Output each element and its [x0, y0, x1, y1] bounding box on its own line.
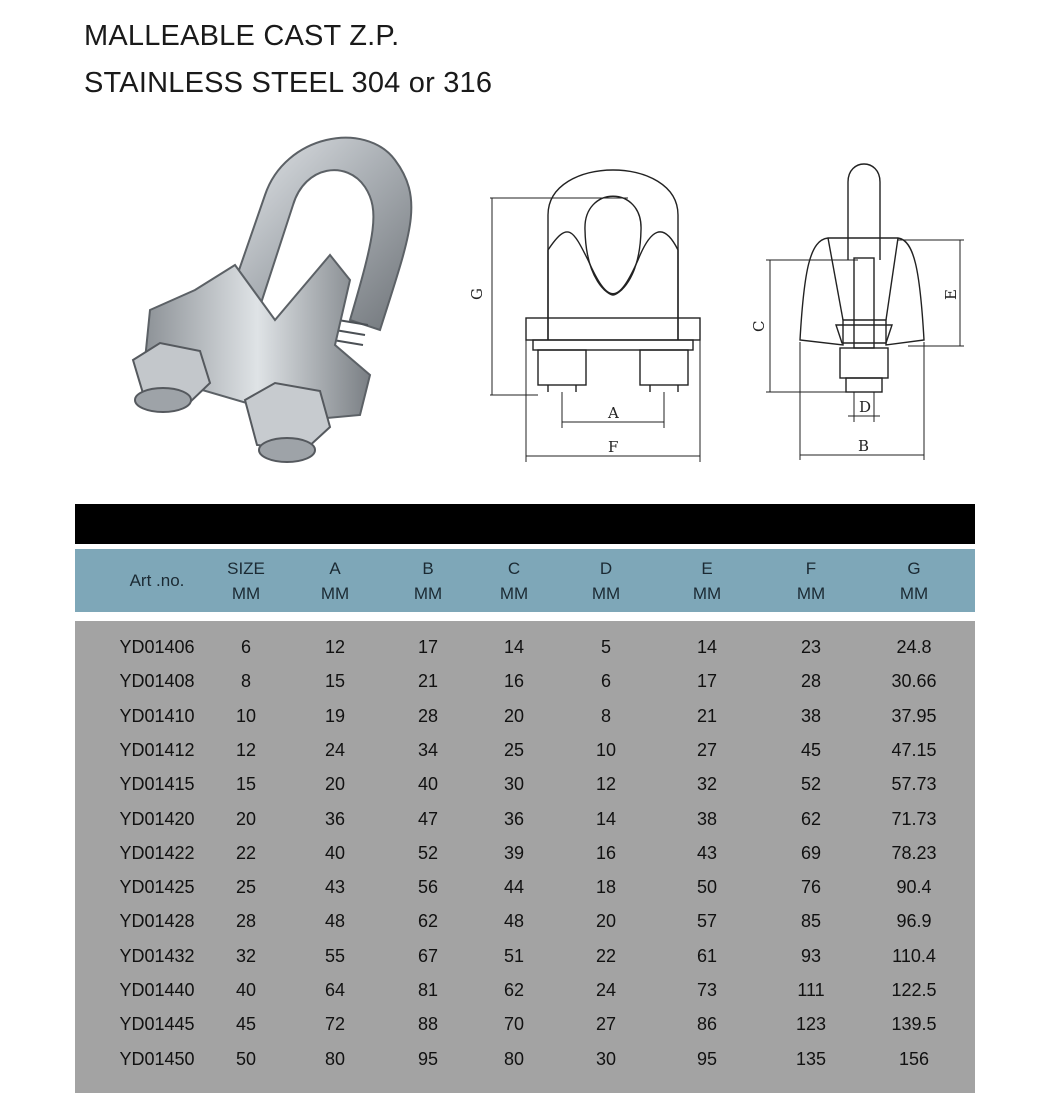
table-row [75, 870, 975, 904]
header-cell [500, 549, 528, 612]
front-view-diagram [468, 160, 718, 465]
label-C: C [750, 320, 768, 332]
table-cell: 24 [324, 739, 346, 760]
table-cell: 22 [235, 842, 257, 863]
table-cell: 72 [324, 1014, 346, 1035]
table-cell: 88 [417, 1014, 439, 1035]
title-line-1: MALLEABLE CAST Z.P. [84, 20, 400, 52]
table-cell: 27 [595, 1014, 617, 1035]
header-unit: MM [796, 583, 826, 603]
table-header [75, 549, 975, 612]
table-cell: 20 [503, 705, 525, 726]
label-F: F [608, 438, 619, 456]
table-cell: 52 [800, 774, 822, 795]
table-row [75, 1042, 975, 1076]
table-cell: 64 [324, 980, 346, 1000]
header-label: Art .no. [129, 571, 185, 590]
table-cell: 10 [595, 739, 617, 760]
label-B: B [858, 437, 870, 455]
table-cell: 17 [696, 671, 718, 692]
table-cell: 43 [696, 842, 718, 863]
table-row [75, 973, 975, 1007]
table-cell: 56 [417, 877, 439, 898]
art-no-cell: YD01445 [119, 1014, 195, 1035]
table-cell: 96.9 [896, 911, 932, 932]
table-cell: 14 [503, 637, 525, 657]
table-row [75, 699, 975, 733]
table-cell: 45 [235, 1014, 257, 1035]
table-cell: 14 [696, 637, 718, 657]
header-cell [130, 549, 185, 612]
table-cell: 25 [235, 877, 257, 898]
table-cell: 50 [235, 1048, 257, 1069]
table-cell: 15 [235, 774, 257, 795]
table-cell: 78.23 [891, 842, 937, 863]
header-label: E [701, 558, 713, 578]
label-G: G [468, 288, 486, 300]
table-row [75, 904, 975, 938]
table-cell: 10 [235, 705, 257, 726]
table-row [75, 802, 975, 836]
table-cell: 61 [696, 945, 718, 966]
header-unit: MM [413, 583, 443, 603]
table-cell: 22 [595, 945, 617, 966]
art-no-cell: YD01450 [119, 1048, 195, 1069]
table-cell: 36 [324, 808, 346, 829]
table-row [75, 664, 975, 698]
table-cell: 34 [417, 739, 439, 760]
art-no-cell: YD01408 [119, 671, 195, 692]
table-cell: 47 [417, 808, 439, 829]
table-cell: 48 [324, 911, 346, 932]
header-cell [592, 549, 620, 612]
table-cell: 39 [503, 842, 525, 863]
side-view-diagram [748, 160, 970, 465]
table-cell: 80 [503, 1048, 525, 1069]
table-cell: 67 [417, 945, 439, 966]
table-cell: 24.8 [896, 637, 932, 657]
label-E: E [942, 289, 960, 300]
header-cell [321, 549, 349, 612]
table-cell: 17 [417, 637, 439, 657]
table-cell: 28 [235, 911, 257, 932]
table-cell: 69 [800, 842, 822, 863]
table-cell: 30 [595, 1048, 617, 1069]
table-cell: 5 [600, 637, 612, 657]
art-no-cell: YD01428 [119, 911, 195, 932]
header-unit: MM [899, 583, 929, 603]
header-label: SIZE [227, 558, 265, 578]
table-cell: 135 [795, 1048, 827, 1069]
header-label: G [907, 558, 921, 578]
table-cell: 37.95 [891, 705, 937, 726]
table-cell: 123 [795, 1014, 827, 1035]
table-cell: 23 [800, 637, 822, 657]
table-cell: 12 [595, 774, 617, 795]
art-no-cell: YD01425 [119, 877, 195, 898]
table-cell: 80 [324, 1048, 346, 1069]
table-cell: 16 [503, 671, 525, 692]
art-no-cell: YD01412 [119, 739, 195, 760]
header-cell [797, 549, 825, 612]
table-cell: 25 [503, 739, 525, 760]
table-cell: 73 [696, 980, 718, 1000]
table-cell: 81 [417, 980, 439, 1000]
table-cell: 95 [417, 1048, 439, 1069]
header-cell [227, 549, 265, 612]
table-row [75, 630, 975, 664]
header-label: A [329, 558, 341, 578]
table-cell: 38 [800, 705, 822, 726]
table-cell: 43 [324, 877, 346, 898]
title-line-2: STAINLESS STEEL 304 or 316 [84, 67, 493, 99]
table-cell: 21 [417, 671, 439, 692]
table-cell: 28 [417, 705, 439, 726]
table-cell: 20 [595, 911, 617, 932]
table-cell: 156 [898, 1048, 930, 1069]
table-cell: 51 [503, 945, 525, 966]
table-cell: 55 [324, 945, 346, 966]
table-cell: 12 [324, 637, 346, 657]
art-no-cell: YD01432 [119, 945, 195, 966]
table-cell: 32 [696, 774, 718, 795]
table-cell: 28 [800, 671, 822, 692]
table-cell: 8 [600, 705, 612, 726]
table-cell: 50 [696, 877, 718, 898]
table-cell: 27 [696, 739, 718, 760]
table-cell: 57 [696, 911, 718, 932]
table-row [75, 1007, 975, 1041]
table-cell: 85 [800, 911, 822, 932]
header-unit: MM [231, 583, 261, 603]
table-cell: 93 [800, 945, 822, 966]
art-no-cell: YD01440 [119, 980, 195, 1000]
art-no-cell: YD01420 [119, 808, 195, 829]
table-body [75, 621, 975, 1093]
table-row [75, 767, 975, 801]
table-cell: 62 [417, 911, 439, 932]
table-cell: 44 [503, 877, 525, 898]
table-row [75, 836, 975, 870]
art-no-cell: YD01410 [119, 705, 195, 726]
table-cell: 45 [800, 739, 822, 760]
table-cell: 18 [595, 877, 617, 898]
header-label: C [507, 558, 521, 578]
table-cell: 90.4 [896, 877, 932, 898]
table-cell: 40 [324, 842, 346, 863]
table-cell: 8 [240, 671, 252, 692]
header-label: D [599, 558, 613, 578]
table-cell: 139.5 [891, 1014, 937, 1035]
header-cell [693, 549, 721, 612]
table-cell: 36 [503, 808, 525, 829]
table-cell: 16 [595, 842, 617, 863]
table-cell: 71.73 [891, 808, 937, 829]
header-cell [414, 549, 442, 612]
table-cell: 24 [595, 980, 617, 1000]
table-cell: 32 [235, 945, 257, 966]
header-cell [900, 549, 928, 612]
table-cell: 6 [600, 671, 612, 692]
table-cell: 76 [800, 877, 822, 898]
table-cell: 70 [503, 1014, 525, 1035]
table-cell: 12 [235, 739, 257, 760]
art-no-cell: YD01406 [119, 637, 195, 657]
table-cell: 30.66 [891, 671, 937, 692]
table-cell: 52 [417, 842, 439, 863]
table-cell: 95 [696, 1048, 718, 1069]
table-cell: 122.5 [891, 980, 937, 1000]
table-cell: 14 [595, 808, 617, 829]
table-cell: 47.15 [891, 739, 937, 760]
table-cell: 20 [324, 774, 346, 795]
table-cell: 40 [235, 980, 257, 1000]
table-cell: 15 [324, 671, 346, 692]
table-row [75, 733, 975, 767]
header-unit: MM [499, 583, 529, 603]
table-cell: 48 [503, 911, 525, 932]
table-cell: 21 [696, 705, 718, 726]
table-cell: 6 [240, 637, 252, 657]
label-A: A [608, 404, 619, 422]
table-cell: 30 [503, 774, 525, 795]
table-cell: 86 [696, 1014, 718, 1035]
wire-rope-clip-photo [125, 115, 435, 475]
table-cell: 57.73 [891, 774, 937, 795]
art-no-cell: YD01422 [119, 842, 195, 863]
header-unit: MM [320, 583, 350, 603]
table-cell: 20 [235, 808, 257, 829]
table-cell: 110.4 [892, 945, 936, 966]
table-cell: 38 [696, 808, 718, 829]
label-D: D [859, 398, 872, 416]
table-top-band [75, 504, 975, 544]
art-no-cell: YD01415 [119, 774, 195, 795]
table-row [75, 939, 975, 973]
table-cell: 62 [800, 808, 822, 829]
header-label: F [805, 558, 817, 578]
header-unit: MM [591, 583, 621, 603]
table-cell: 62 [503, 980, 525, 1000]
table-cell: 40 [417, 774, 439, 795]
header-unit: MM [692, 583, 722, 603]
table-cell: 111 [797, 980, 825, 1000]
table-cell: 19 [324, 705, 346, 726]
header-label: B [422, 558, 434, 578]
